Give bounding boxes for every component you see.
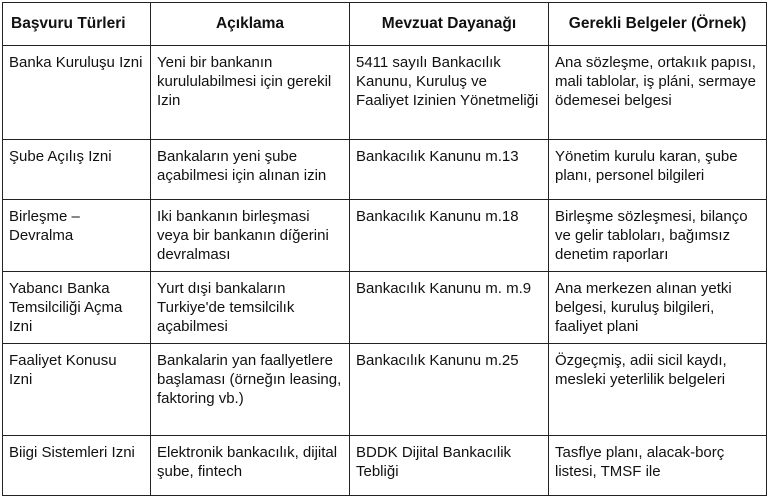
table-row — [3, 344, 767, 436]
cell-documents: Yönetim kurulu karan, şube planı, personel bilgileri — [549, 140, 767, 200]
cell-description: Bankalarin yan faallyetlere başlaması (örneğın leasing, faktoring vb.) — [151, 344, 350, 436]
header-mevzuat-dayanagi: Mevzuat Dayanağı — [350, 3, 549, 46]
cell-type: Şube Açılış Izni — [3, 140, 151, 200]
cell-documents: Özgeçmiş, adii sicil kaydı, mesleki yeterlilik belgeleri — [549, 344, 767, 436]
cell-description: Elektronik bankacılık, dijital şube, fintech — [151, 436, 350, 496]
table-header-row — [3, 3, 767, 46]
table-row — [3, 200, 767, 272]
cell-legislation: Bankacılık Kanunu m.13 — [350, 140, 549, 200]
cell-description: Yurt dışi bankaların Turkiye'de temsilcilık açabilmesi — [151, 272, 350, 344]
cell-description: Yeni bir bankanın kurululabilmesi için gerekil Izin — [151, 46, 350, 140]
cell-documents: Ana sözleşme, ortakıık papısı, mali tablolar, iş pláni, sermaye ödemesei belgesi — [549, 46, 767, 140]
application-types-table — [2, 2, 767, 496]
table-row — [3, 46, 767, 140]
cell-description: Iki bankanın birleşmasi veya bir bankanın díğerini devralması — [151, 200, 350, 272]
header-gerekli-belgeler: Gerekli Belgeler (Örnek) — [549, 3, 767, 46]
header-basvuru-turleri: Başvuru Türleri — [3, 3, 151, 46]
cell-legislation: BDDK Dijital Bankacılik Tebliği — [350, 436, 549, 496]
cell-type: Yabancı Banka Temsilciliği Açma Izni — [3, 272, 151, 344]
cell-documents: Birleşme sözleşmesi, bilanço ve gelir tabloları, bağımsız denetim raporları — [549, 200, 767, 272]
cell-type: Birleşme – Devralma — [3, 200, 151, 272]
cell-type: Biigi Sistemleri Izni — [3, 436, 151, 496]
cell-legislation: 5411 sayılı Bankacılık Kanunu, Kuruluş ve Faaliyet Izinien Yönetmeliği — [350, 46, 549, 140]
cell-documents: Ana merkezen alınan yetki belgesi, kuruluş bilgileri, faaliyet plani — [549, 272, 767, 344]
cell-type: Banka Kuruluşu Izni — [3, 46, 151, 140]
cell-legislation: Bankacılık Kanunu m. m.9 — [350, 272, 549, 344]
cell-legislation: Bankacılık Kanunu m.18 — [350, 200, 549, 272]
cell-legislation: Bankacılık Kanunu m.25 — [350, 344, 549, 436]
cell-description: Bankaların yeni şube açabilmesi için alınan izin — [151, 140, 350, 200]
table-row — [3, 140, 767, 200]
cell-type: Faaliyet Konusu Izni — [3, 344, 151, 436]
table-row — [3, 436, 767, 496]
header-aciklama: Açıklama — [151, 3, 350, 46]
table-row — [3, 272, 767, 344]
cell-documents: Tasflye planı, alacak-borç listesi, TMSF ile — [549, 436, 767, 496]
